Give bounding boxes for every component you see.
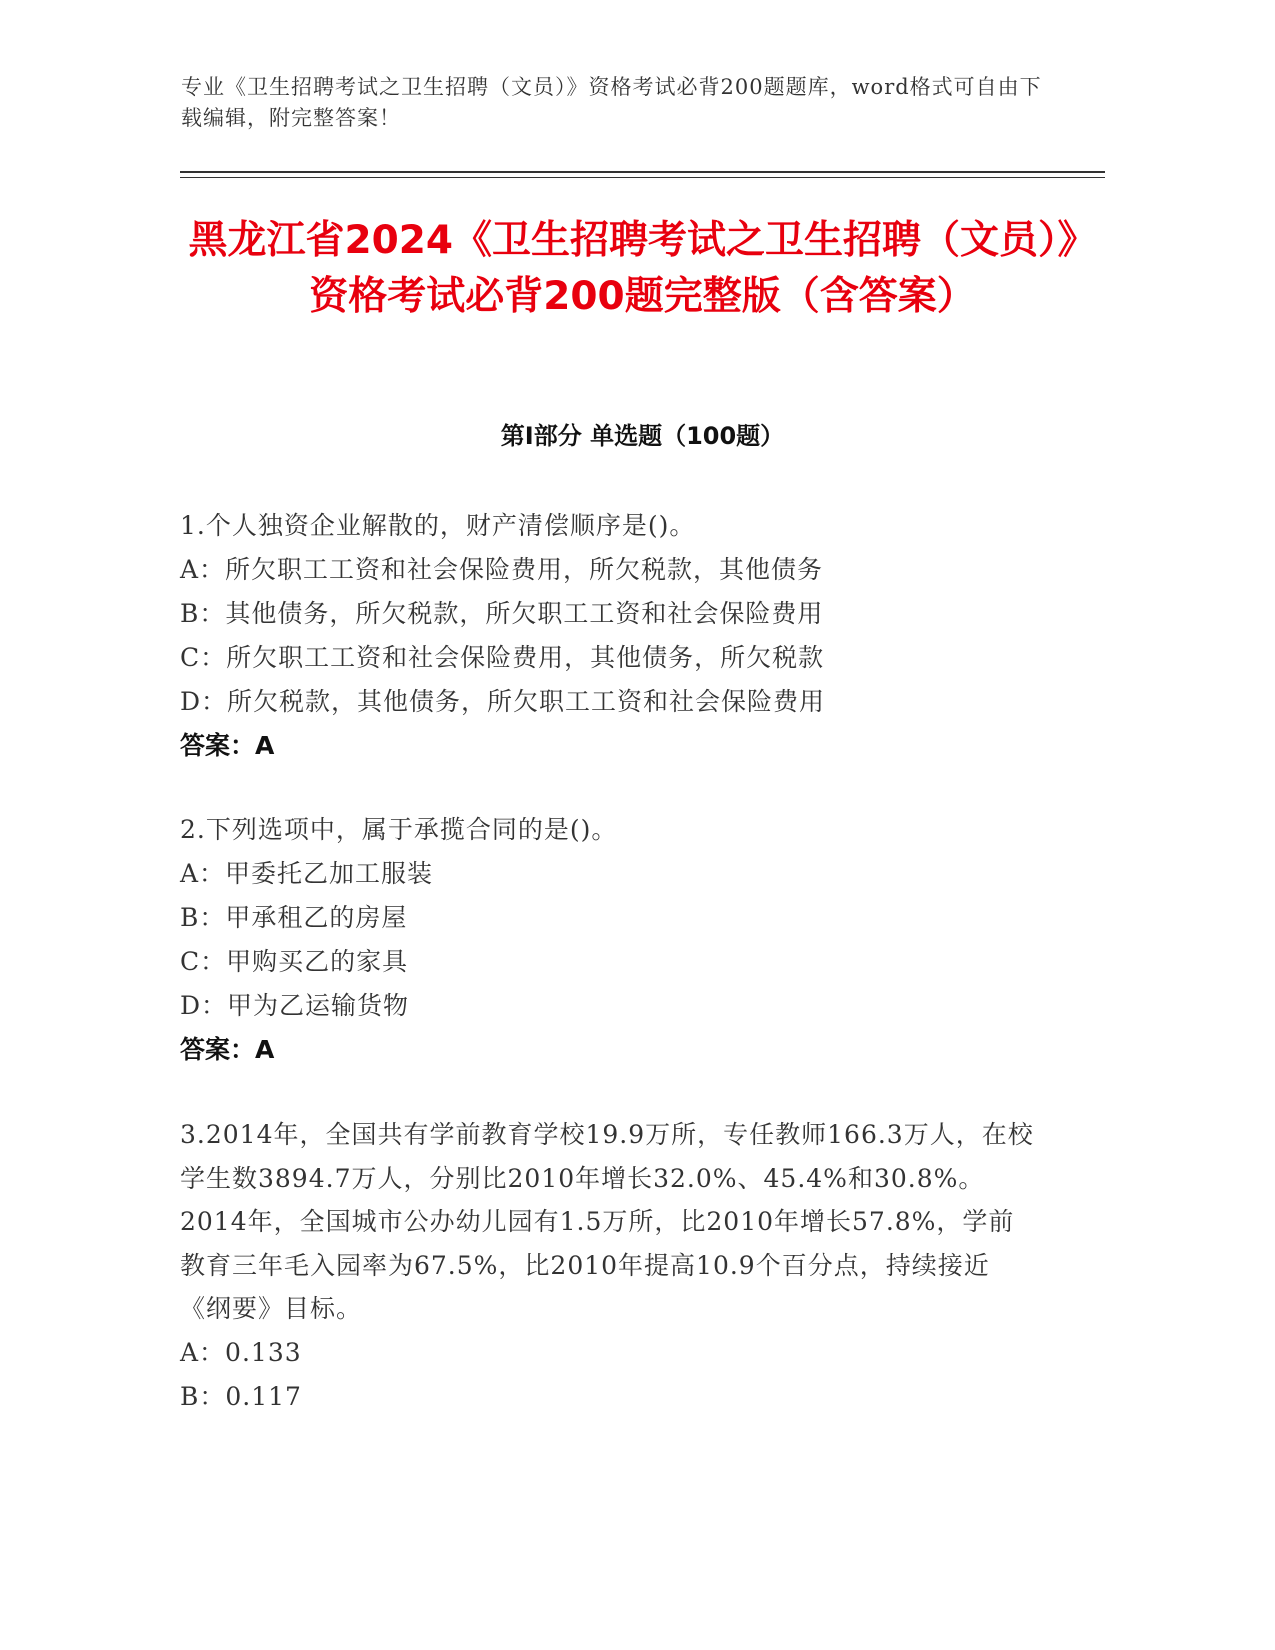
header-divider-thick <box>180 171 1105 173</box>
option-b: B：0.117 <box>180 1381 302 1411</box>
option-d: D：所欠税款，其他债务，所欠职工工资和社会保险费用 <box>180 687 826 716</box>
question-3 <box>180 1113 1040 1419</box>
answer-line: 答案：A <box>180 1035 275 1064</box>
option-a: A：所欠职工工资和社会保险费用，所欠税款，其他债务 <box>180 555 824 584</box>
option-d: D：甲为乙运输货物 <box>180 991 410 1020</box>
option-c: C：所欠职工工资和社会保险费用，其他债务，所欠税款 <box>180 643 825 672</box>
question-stem: 3.2014年，全国共有学前教育学校19.9万所，专任教师166.3万人，在校学生数3894.7万人，分别比2010年增长32.0%、45.4%和30.8%。2014年，全国城市公办幼儿园有1.5万所，比2010年增长57.8%，学前教育三年毛入园率为67.5%，比2010年提高10.9个百分点，持续接近《纲要》目标。 <box>180 1120 1034 1323</box>
option-b: B：甲承租乙的房屋 <box>180 903 408 932</box>
header-note: 专业《卫生招聘考试之卫生招聘（文员）》资格考试必背200题题库，word格式可自由下载编辑，附完整答案！ <box>181 75 1042 130</box>
option-c: C：甲购买乙的家具 <box>180 947 409 976</box>
question-stem: 2.下列选项中，属于承揽合同的是()。 <box>180 815 618 844</box>
header-divider-thin <box>180 177 1105 178</box>
question-stem: 1.个人独资企业解散的，财产清偿顺序是()。 <box>180 511 696 540</box>
document-title: 黑龙江省2024《卫生招聘考试之卫生招聘（文员）》资格考试必背200题完整版（含答案） <box>188 218 1097 319</box>
answer-line: 答案：A <box>180 731 275 760</box>
option-b: B：其他债务，所欠税款，所欠职工工资和社会保险费用 <box>180 599 824 628</box>
option-a: A：甲委托乙加工服装 <box>180 859 434 888</box>
option-a: A：0.133 <box>180 1337 302 1367</box>
question-2 <box>180 808 1040 1072</box>
section-title: 第I部分 单选题（100题） <box>500 422 785 450</box>
question-1 <box>180 504 1040 768</box>
